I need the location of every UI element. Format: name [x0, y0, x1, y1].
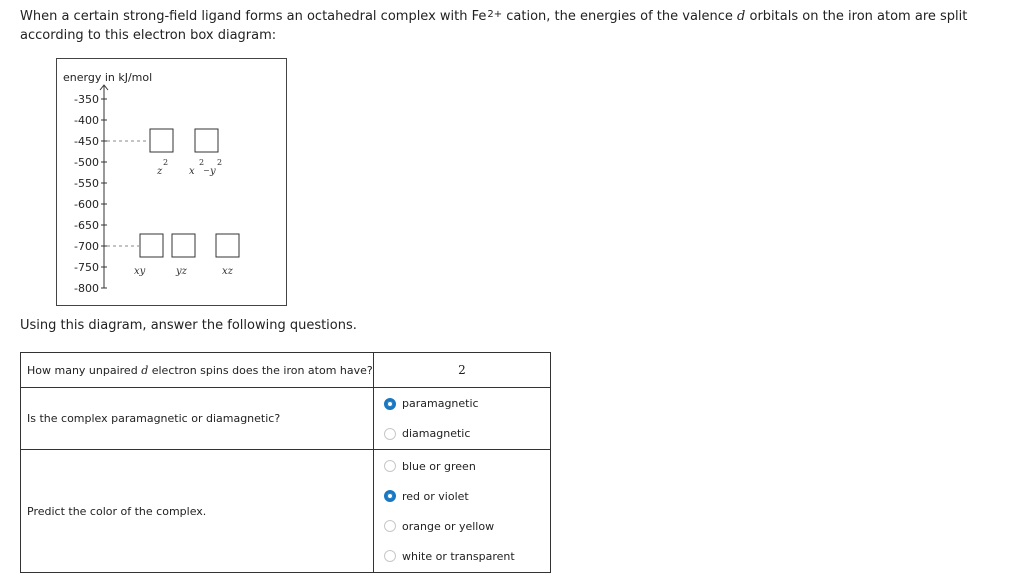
radio-option-paramagnetic[interactable]: [374, 389, 550, 419]
label-xz: xz: [222, 266, 233, 277]
label-xy: xy: [134, 266, 146, 277]
unpaired-electrons-answer[interactable]: 2: [374, 353, 551, 388]
label-z2: [156, 158, 168, 177]
d-symbol: d: [737, 9, 746, 24]
option-label: diamagnetic: [402, 427, 471, 440]
svg-text:2: 2: [217, 158, 223, 167]
diagram-canvas: [57, 59, 286, 305]
radio-option-white-transparent[interactable]: [374, 541, 550, 571]
instructions: Using this diagram, answer the following questions.: [20, 318, 357, 333]
option-label: paramagnetic: [402, 397, 479, 410]
tick-label: -500: [74, 156, 99, 169]
magnetism-options: [374, 388, 551, 450]
q1-text-a: How many unpaired: [27, 363, 142, 377]
orbital-box-x2-y2[interactable]: [195, 129, 218, 152]
electron-box-diagram: [56, 58, 287, 306]
radio-unselected-icon[interactable]: [384, 428, 396, 440]
svg-text:−: −: [203, 166, 210, 175]
charge-superscript: 2+: [487, 9, 503, 20]
question-1: [21, 353, 374, 388]
tick-label: -450: [74, 135, 99, 148]
option-label: blue or green: [402, 459, 476, 473]
tick-label: -650: [74, 219, 99, 232]
radio-unselected-icon[interactable]: [384, 520, 396, 532]
orbital-box-xz[interactable]: [216, 234, 239, 257]
question-2: Is the complex paramagnetic or diamagnetic?: [21, 388, 374, 450]
axis-label: energy in kJ/mol: [63, 71, 153, 84]
option-label: white or transparent: [402, 549, 515, 563]
radio-unselected-icon[interactable]: [384, 460, 396, 472]
radio-option-blue-green[interactable]: [374, 451, 550, 481]
intro-text-2: cation, the energies of the valence: [502, 9, 738, 24]
label-yz: yz: [176, 266, 187, 277]
svg-text:y: y: [210, 166, 216, 177]
option-label: orange or yellow: [402, 519, 495, 533]
svg-text:2: 2: [163, 158, 169, 167]
intro-text-3: orbitals on the iron atom are split according to this electron box diagram:: [20, 9, 968, 43]
tick-label: -750: [74, 261, 99, 274]
tick-label: -350: [74, 93, 99, 106]
tick-group: [74, 93, 107, 295]
question-row-2: [21, 388, 551, 450]
orbital-box-xy[interactable]: [140, 234, 163, 257]
radio-option-diamagnetic[interactable]: [374, 419, 550, 449]
question-3: Predict the color of the complex.: [21, 450, 374, 573]
tick-label: -800: [74, 282, 99, 295]
svg-text:z: z: [157, 166, 163, 177]
option-label: red or violet: [402, 489, 469, 503]
label-x2-y2: [189, 158, 222, 177]
question-row-1: [21, 353, 551, 388]
orbital-box-yz[interactable]: [172, 234, 195, 257]
q1-d-symbol: d: [141, 363, 149, 377]
questions-table: [20, 352, 551, 573]
color-options: [374, 450, 551, 573]
radio-option-orange-yellow[interactable]: [374, 511, 550, 541]
tick-label: -700: [74, 240, 99, 253]
problem-intro: [20, 8, 1020, 45]
tick-label: -550: [74, 177, 99, 190]
radio-unselected-icon[interactable]: [384, 550, 396, 562]
tick-label: -400: [74, 114, 99, 127]
radio-selected-icon[interactable]: [384, 398, 396, 410]
svg-text:x: x: [189, 166, 195, 177]
radio-option-red-violet[interactable]: [374, 481, 550, 511]
q1-text-b: electron spins does the iron atom have?: [148, 363, 373, 377]
radio-selected-icon[interactable]: [384, 490, 396, 502]
question-row-3: [21, 450, 551, 573]
intro-text-1: When a certain strong-field ligand forms an octahedral complex with Fe: [20, 9, 487, 24]
svg-text:2: 2: [199, 158, 205, 167]
orbital-box-z2[interactable]: [150, 129, 173, 152]
tick-label: -600: [74, 198, 99, 211]
